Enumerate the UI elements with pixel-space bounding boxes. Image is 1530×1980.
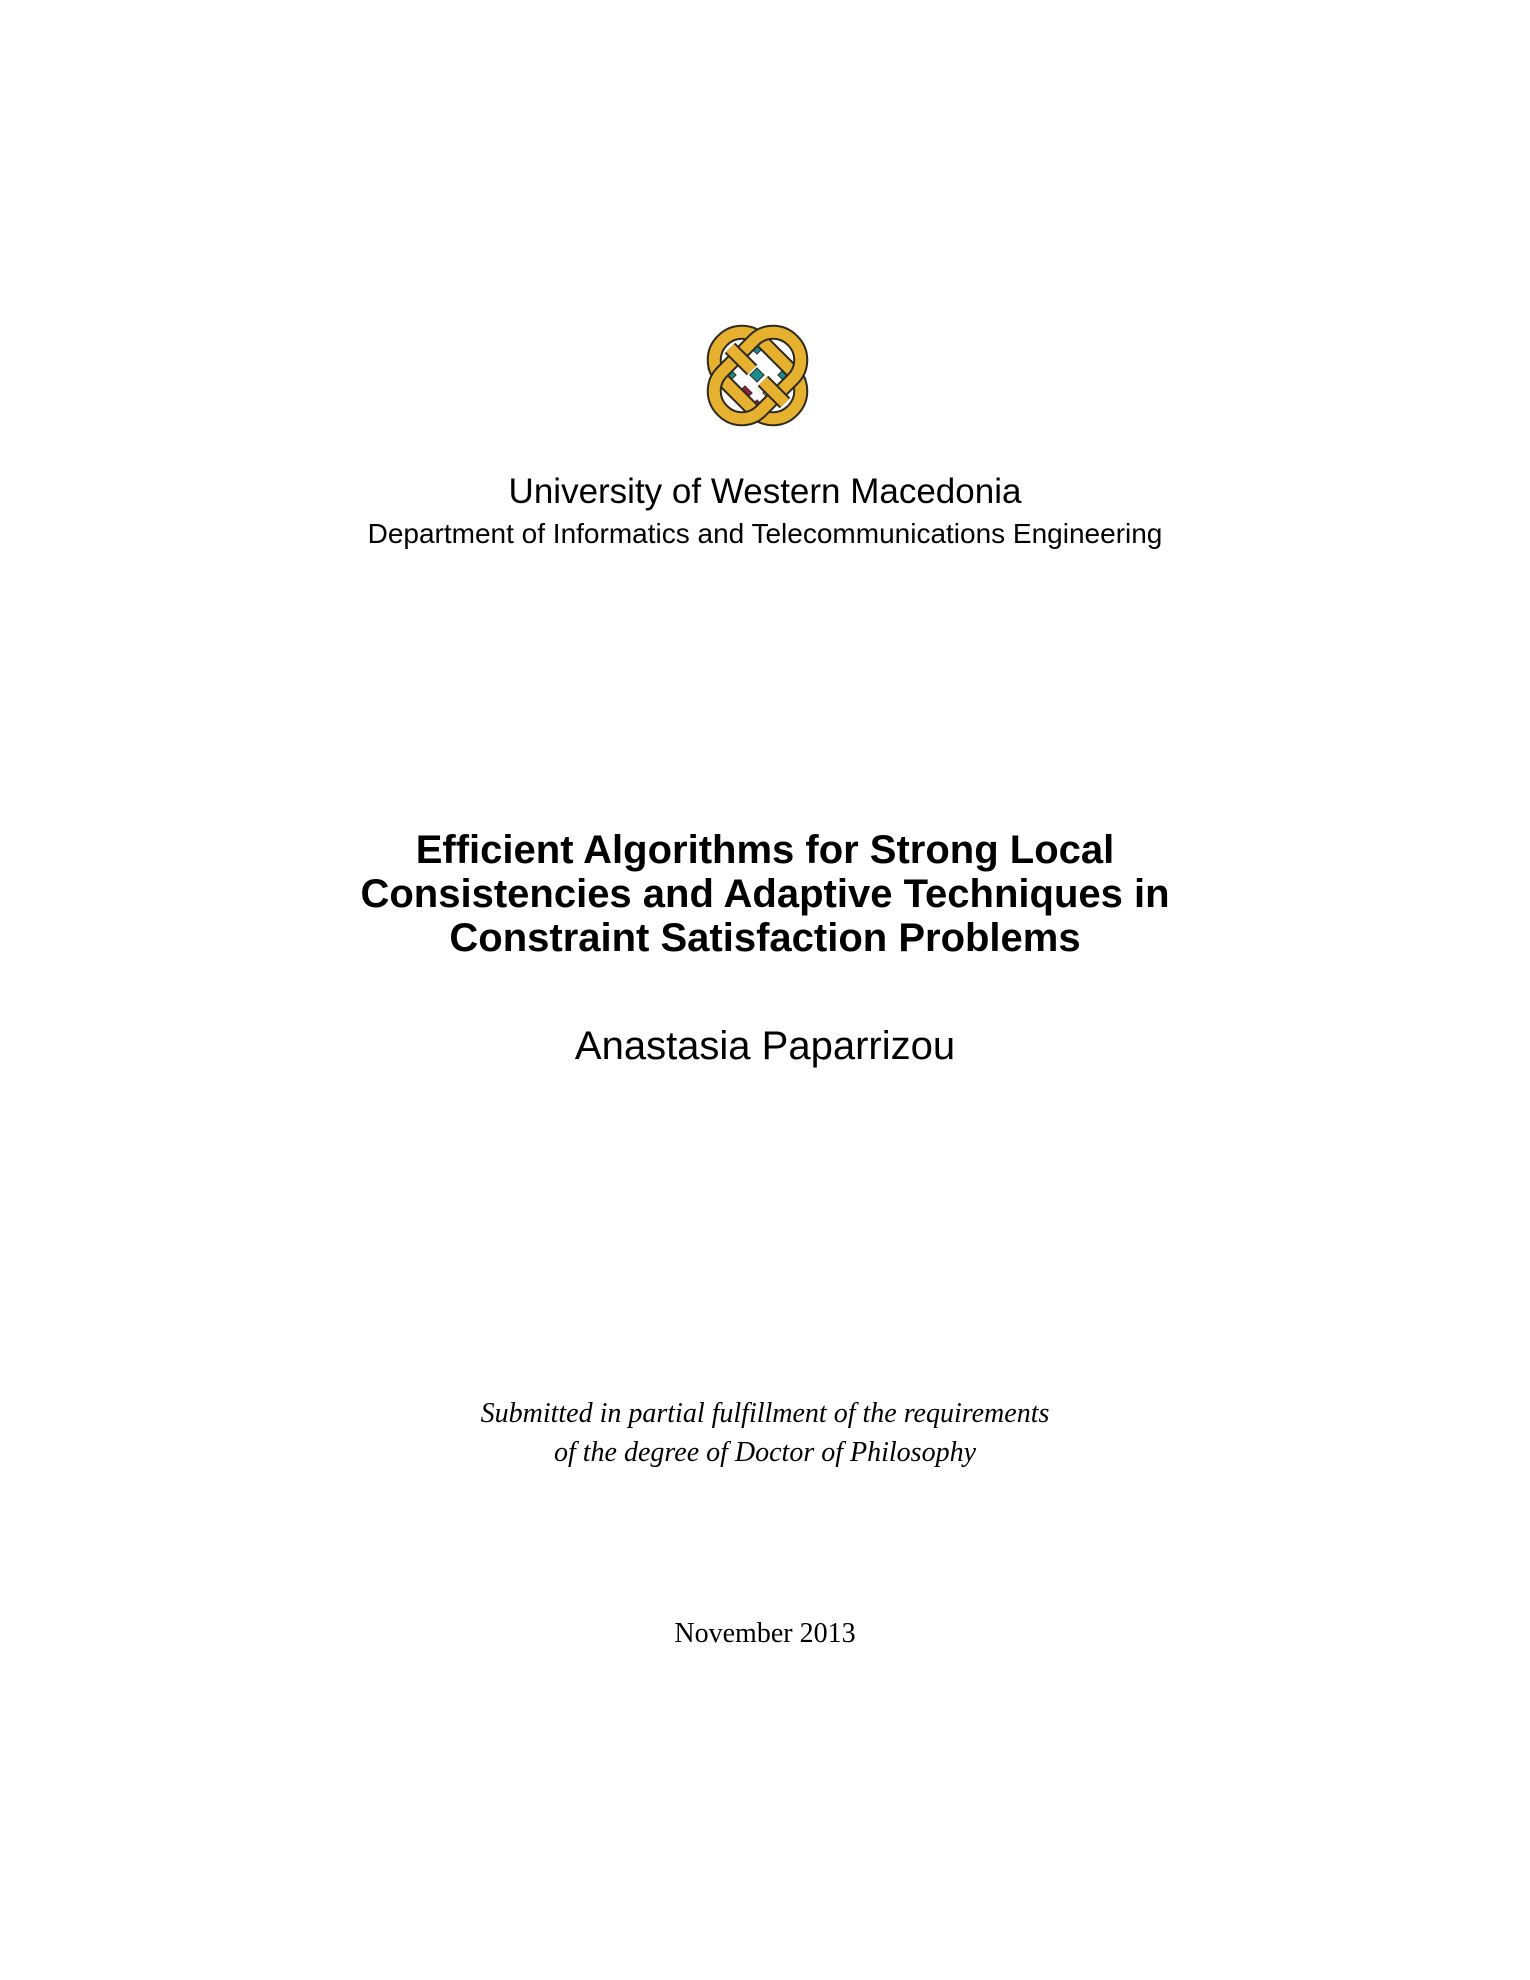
thesis-title-line: Consistencies and Adaptive Techniques in: [360, 872, 1170, 916]
submission-date: November 2013: [674, 1618, 856, 1649]
department-name: Department of Informatics and Telecommunications Engineering: [367, 518, 1163, 549]
submission-line: of the degree of Doctor of Philosophy: [554, 1437, 976, 1468]
university-name: University of Western Macedonia: [508, 472, 1022, 511]
author-name: Anastasia Paparrizou: [574, 1024, 956, 1068]
university-logo-icon: [700, 318, 815, 433]
submission-statement: [0, 1394, 1530, 1472]
submission-line: Submitted in partial fulfillment of the requirements: [480, 1398, 1050, 1429]
thesis-title-line: Efficient Algorithms for Strong Local: [415, 828, 1115, 872]
thesis-title: [0, 828, 1530, 960]
thesis-title-line: Constraint Satisfaction Problems: [449, 916, 1081, 960]
